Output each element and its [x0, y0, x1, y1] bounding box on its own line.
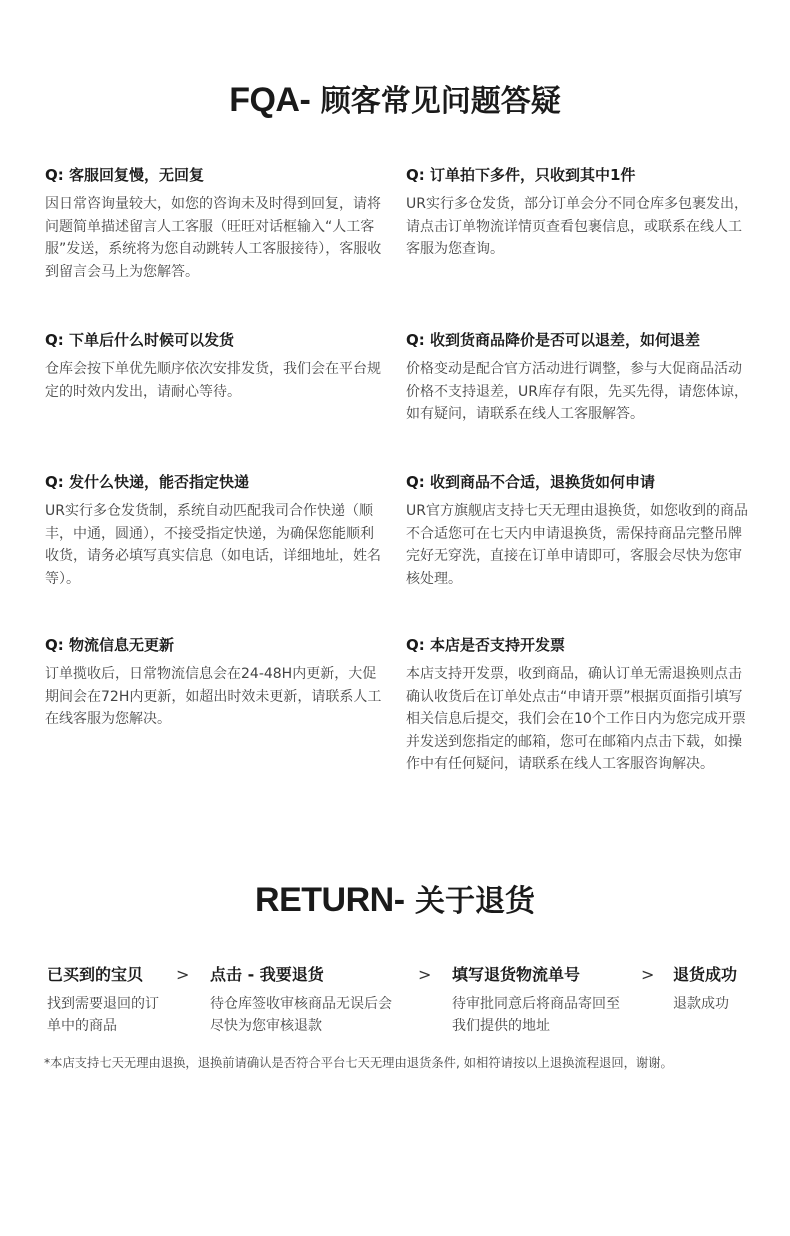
faq-item-partial-delivery: [406, 165, 748, 261]
return-policy-note: *本店支持七天无理由退换，退换前请确认是否符合平台七天无理由退货条件, 如相符请按以上退换流程退回，谢谢。: [44, 1056, 673, 1070]
faq-answer: UR官方旗舰店支持七天无理由退换货，如您收到的商品不合适您可在七天内申请退换货，需保持商品完整吊牌完好无穿洗，直接在订单申请即可，客服会尽快为您审核处理。: [406, 503, 748, 587]
faq-section-title: [0, 76, 790, 120]
faq-answer: UR实行多仓发货，部分订单会分不同仓库多包裹发出，请点击订单物流详情页查看包裹信息，或联系在线人工客服为您查询。: [406, 196, 748, 257]
faq-title-latin: FQA-: [229, 81, 311, 119]
faq-answer: 仓库会按下单优先顺序依次安排发货，我们会在平台规定的时效内发出，请耐心等待。: [45, 361, 381, 400]
faq-question: Q: 客服回复慢，无回复: [45, 166, 204, 184]
faq-item-slow-reply: [45, 165, 385, 283]
faq-item-price-drop: [406, 330, 748, 426]
return-title-chinese: 关于退货: [404, 884, 535, 919]
faq-answer: UR实行多仓发货制，系统自动匹配我司合作快递（顺丰，中通，圆通），不接受指定快递，为确保您能顺利收货，请务必填写真实信息（如电话，详细地址，姓名等）。: [45, 503, 381, 587]
return-step-title: 已买到的宝贝: [47, 965, 144, 984]
faq-question: Q: 本店是否支持开发票: [406, 636, 565, 654]
return-step-title: 点击 - 我要退货: [210, 965, 324, 984]
faq-answer: 因日常咨询量较大，如您的咨询未及时得到回复，请将问题简单描述留言人工客服（旺旺对话框输入“人工客服”发送，系统将为您自动跳转人工客服接待），客服收到留言会马上为您解答。: [45, 196, 382, 280]
faq-item-logistics-update: [45, 635, 385, 731]
faq-question: Q: 收到商品不合适，退换货如何申请: [406, 473, 655, 491]
faq-item-shipping-time: [45, 330, 385, 403]
faq-question: Q: 物流信息无更新: [45, 636, 174, 654]
faq-question: Q: 下单后什么时候可以发货: [45, 331, 234, 349]
faq-question: Q: 收到货商品降价是否可以退差，如何退差: [406, 331, 700, 349]
faq-question: Q: 订单拍下多件，只收到其中1件: [406, 166, 636, 184]
step-arrow-icon: >: [418, 965, 432, 984]
return-title-latin: RETURN-: [255, 881, 405, 919]
return-section-title: [0, 876, 790, 920]
step-arrow-icon: >: [641, 965, 655, 984]
return-step-title: 填写退货物流单号: [452, 965, 581, 984]
return-step-description: 找到需要退回的订单中的商品: [47, 996, 159, 1034]
faq-item-invoice: [406, 635, 748, 776]
faq-answer: 订单揽收后，日常物流信息会在24-48H内更新，大促期间会在72H内更新，如超出时效未更新，请联系人工在线客服为您解决。: [45, 666, 382, 727]
faq-answer: 价格变动是配合官方活动进行调整，参与大促商品活动价格不支持退差，UR库存有限，先买先得，请您体谅，如有疑问，请联系在线人工客服解答。: [406, 361, 748, 422]
return-step-description: 退款成功: [673, 996, 729, 1012]
return-step-description: 待审批同意后将商品寄回至我们提供的地址: [452, 996, 620, 1034]
faq-item-return-exchange: [406, 472, 748, 590]
faq-question: Q: 发什么快递，能否指定快递: [45, 473, 249, 491]
return-step-description: 待仓库签收审核商品无误后会尽快为您审核退款: [210, 996, 392, 1034]
return-step-title: 退货成功: [673, 965, 738, 984]
step-arrow-icon: >: [176, 965, 190, 984]
faq-answer: 本店支持开发票，收到商品，确认订单无需退换则点击确认收货后在订单处点击“申请开票”根据页面指引填写相关信息后提交，我们会在10个工作日内为您完成开票并发送到您指定的邮箱，您可在邮箱内点击下载，如操作中有任何疑问，请联系在线人工客服咨询解决。: [406, 666, 746, 772]
faq-item-courier: [45, 472, 385, 590]
faq-title-chinese: 顾客常见问题答疑: [310, 84, 561, 119]
